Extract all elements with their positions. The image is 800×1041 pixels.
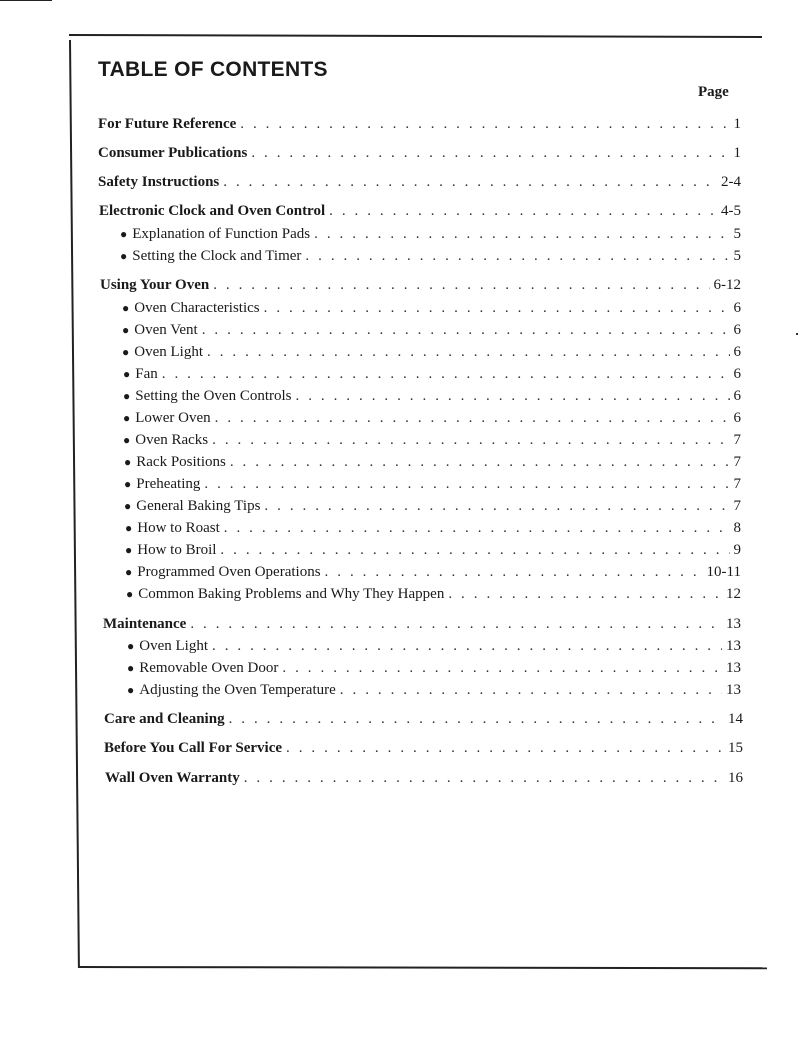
toc-entry-page: 5 [733, 248, 741, 264]
toc-entry-label: Programmed Oven Operations [137, 564, 321, 580]
dot-leader [224, 520, 730, 537]
toc-entry-label: Before You Call For Service [104, 740, 283, 756]
dot-leader [204, 476, 729, 493]
toc-entry-page: 6-12 [713, 277, 741, 293]
toc-subentry[interactable] [123, 410, 741, 430]
toc-entry-page: 6 [733, 344, 741, 360]
toc-entry-label: Oven Characteristics [134, 300, 260, 316]
toc-entry-label: Consumer Publications [98, 145, 248, 161]
toc-entry-page: 12 [726, 586, 741, 602]
toc-entry-page: 5 [733, 226, 741, 242]
toc-subentry[interactable] [125, 520, 741, 540]
dot-leader [314, 226, 729, 243]
dot-leader [223, 174, 717, 191]
toc-entry-label: Rack Positions [136, 454, 226, 470]
page-title: TABLE OF CONTENTS [98, 58, 328, 81]
bullet-icon: ● [123, 367, 131, 381]
dot-leader [207, 344, 730, 361]
bullet-icon: ● [123, 411, 131, 425]
toc-subentry[interactable] [124, 476, 741, 496]
toc-entry-label: Setting the Oven Controls [135, 388, 292, 404]
dot-leader [162, 366, 730, 383]
toc-entry-label: Fan [135, 366, 158, 382]
dot-leader [264, 300, 730, 317]
bullet-icon: ● [120, 249, 128, 263]
toc-entry-label: Maintenance [103, 616, 187, 632]
bullet-icon: ● [124, 455, 132, 469]
toc-section-entry[interactable] [98, 116, 741, 136]
toc-section-entry[interactable] [105, 770, 743, 790]
bullet-icon: ● [124, 477, 132, 491]
dot-leader [296, 388, 730, 405]
toc-entry-page: 13 [726, 638, 741, 654]
toc-entry-label: Oven Vent [134, 322, 198, 338]
toc-entry-page: 7 [733, 454, 741, 470]
bullet-icon: ● [127, 661, 135, 675]
toc-entry-page: 10-11 [706, 564, 741, 580]
toc-entry-label: General Baking Tips [136, 498, 261, 514]
dot-leader [213, 277, 709, 294]
toc-entry-page: 13 [726, 682, 741, 698]
bullet-icon: ● [127, 639, 135, 653]
dot-leader [229, 711, 724, 728]
toc-section-entry[interactable] [100, 277, 741, 297]
toc-entry-page: 6 [733, 322, 741, 338]
toc-subentry[interactable] [125, 542, 741, 562]
dot-leader [305, 248, 729, 265]
toc-entry-page: 7 [733, 432, 741, 448]
bullet-icon: ● [127, 683, 135, 697]
toc-entry-page: 6 [733, 388, 741, 404]
toc-subentry[interactable] [127, 682, 741, 702]
toc-entry-page: 6 [733, 300, 741, 316]
toc-subentry[interactable] [120, 248, 741, 268]
dot-leader [220, 542, 729, 559]
dot-leader [190, 616, 722, 633]
toc-entry-page: 7 [733, 498, 741, 514]
toc-entry-label: Explanation of Function Pads [132, 226, 311, 242]
toc-entry-label: Common Baking Problems and Why They Happen [138, 586, 445, 602]
dot-leader [251, 145, 729, 162]
toc-subentry[interactable] [124, 454, 741, 474]
toc-entry-label: Preheating [136, 476, 201, 492]
toc-section-entry[interactable] [99, 203, 741, 223]
toc-entry-page: 15 [728, 740, 743, 756]
toc-entry-page: 1 [733, 116, 741, 132]
dot-leader [282, 660, 722, 677]
toc-entry-page: 7 [733, 476, 741, 492]
dot-leader [325, 564, 703, 581]
dot-leader [212, 432, 729, 449]
dot-leader [202, 322, 730, 339]
toc-subentry[interactable] [125, 564, 741, 584]
dot-leader [215, 410, 730, 427]
toc-section-entry[interactable] [103, 616, 741, 636]
toc-entry-page: 1 [733, 145, 741, 161]
toc-subentry[interactable] [123, 432, 741, 452]
bullet-icon: ● [125, 543, 133, 557]
toc-section-entry[interactable] [98, 145, 741, 165]
bullet-icon: ● [125, 521, 133, 535]
toc-subentry[interactable] [122, 300, 741, 320]
toc-entry-label: Oven Light [134, 344, 203, 360]
toc-entry-label: How to Roast [137, 520, 220, 536]
bullet-icon: ● [122, 323, 130, 337]
toc-subentry[interactable] [126, 586, 741, 606]
toc-entry-page: 13 [726, 660, 741, 676]
bullet-icon: ● [126, 587, 134, 601]
dot-leader [340, 682, 722, 699]
toc-entry-label: Wall Oven Warranty [105, 770, 240, 786]
toc-entry-page: 14 [728, 711, 743, 727]
toc-subentry[interactable] [123, 366, 741, 386]
bullet-icon: ● [120, 227, 128, 241]
toc-entry-page: 2-4 [721, 174, 741, 190]
toc-subentry[interactable] [127, 638, 741, 658]
toc-entry-label: Safety Instructions [98, 174, 220, 190]
toc-subentry[interactable] [122, 322, 741, 342]
toc-entry-page: 8 [733, 520, 741, 536]
toc-entry-page: 9 [733, 542, 741, 558]
toc-entry-page: 6 [733, 410, 741, 426]
toc-entry-label: Oven Racks [135, 432, 209, 448]
toc-entry-label: Lower Oven [135, 410, 211, 426]
bullet-icon: ● [124, 499, 132, 513]
dot-leader [230, 454, 730, 471]
toc-entry-label: For Future Reference [98, 116, 237, 132]
bullet-icon: ● [122, 301, 130, 315]
dot-leader [264, 498, 729, 515]
toc-entry-label: Removable Oven Door [139, 660, 279, 676]
dot-leader [448, 586, 722, 603]
dot-leader [212, 638, 722, 655]
toc-entry-page: 6 [733, 366, 741, 382]
dot-leader [240, 116, 729, 133]
bullet-icon: ● [125, 565, 133, 579]
bullet-icon: ● [122, 345, 130, 359]
toc-entry-page: 13 [726, 616, 741, 632]
toc-subentry[interactable] [120, 226, 741, 246]
toc-subentry[interactable] [122, 344, 741, 364]
toc-entry-label: Using Your Oven [100, 277, 210, 293]
toc-entry-label: How to Broil [137, 542, 217, 558]
toc-section-entry[interactable] [104, 740, 743, 760]
dot-leader [244, 770, 724, 787]
dot-leader [286, 740, 724, 757]
toc-entry-label: Adjusting the Oven Temperature [139, 682, 336, 698]
toc-subentry[interactable] [127, 660, 741, 680]
toc-entry-page: 16 [728, 770, 743, 786]
toc-subentry[interactable] [123, 388, 741, 408]
toc-subentry[interactable] [124, 498, 741, 518]
bullet-icon: ● [123, 389, 131, 403]
toc-entry-label: Oven Light [139, 638, 208, 654]
page-column-header: Page [698, 84, 729, 100]
toc-entry-label: Care and Cleaning [104, 711, 225, 727]
bullet-icon: ● [123, 433, 131, 447]
toc-entry-label: Setting the Clock and Timer [132, 248, 302, 264]
dot-leader [329, 203, 717, 220]
toc-entry-page: 4-5 [721, 203, 741, 219]
toc-entry-label: Electronic Clock and Oven Control [99, 203, 326, 219]
toc-section-entry[interactable] [98, 174, 741, 194]
toc-section-entry[interactable] [104, 711, 743, 731]
